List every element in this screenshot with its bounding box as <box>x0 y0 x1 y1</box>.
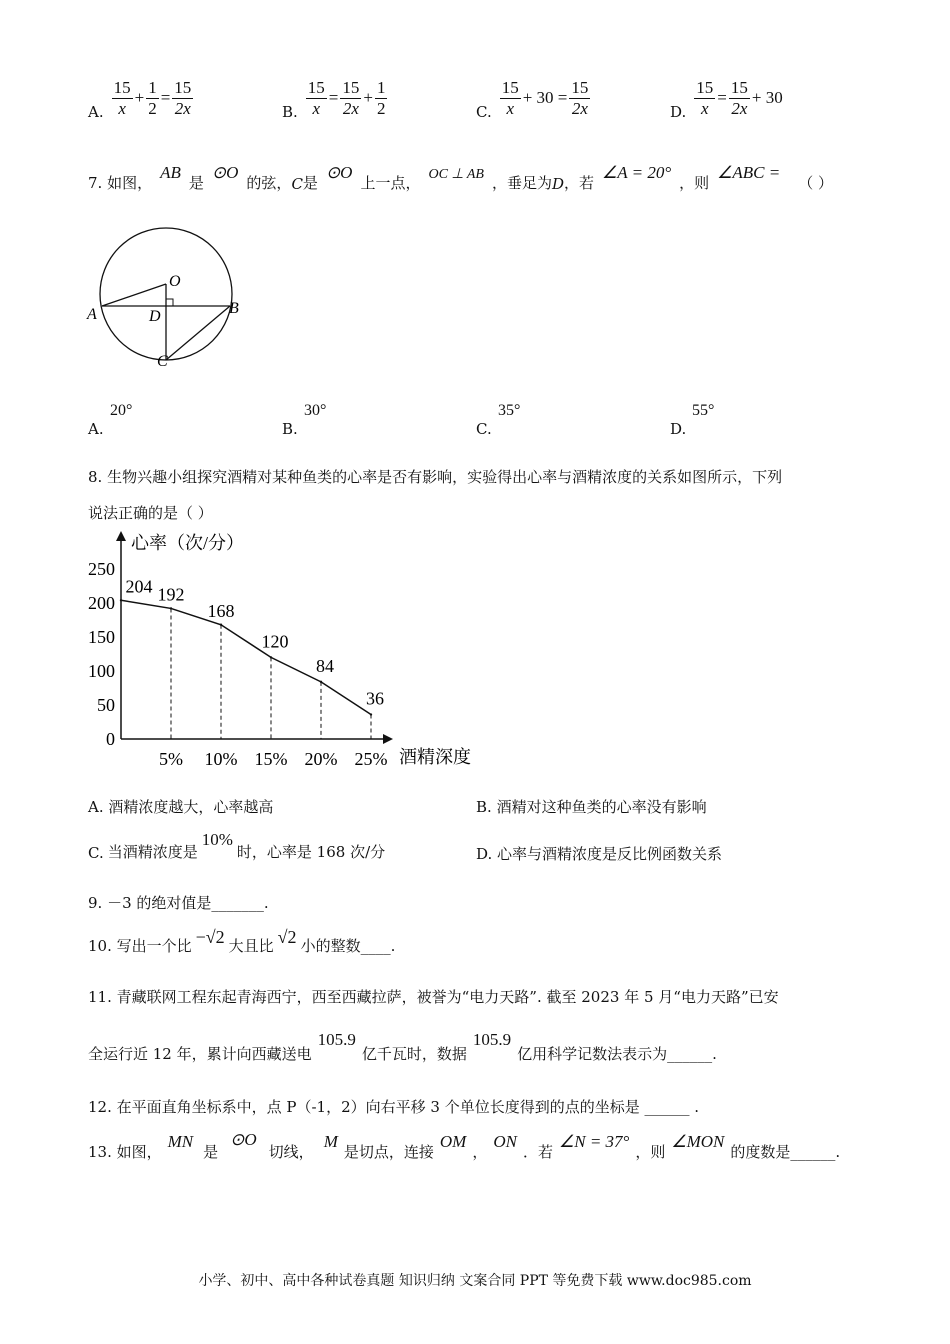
q11-line1: 11. 青藏联网工程东起青海西宁，西至西藏拉萨，被誉为“电力天路”. 截至 2023 年 5 月“电力天路”已安 <box>88 988 779 1006</box>
data-label: 204 <box>125 576 153 597</box>
q6-option-d <box>670 75 783 121</box>
y-tick-label: 100 <box>88 661 115 681</box>
math-angle-abc: ∠ABC = <box>717 163 781 182</box>
q7-number: 7. 如图， <box>88 174 153 192</box>
option-label: A. <box>88 420 104 438</box>
label-a: A <box>87 306 97 323</box>
option-label: D. <box>670 103 687 121</box>
segment-oa <box>102 284 166 306</box>
q6-option-b <box>282 75 389 121</box>
math-m: M <box>323 1132 338 1151</box>
data-point <box>320 681 322 683</box>
q8-option-d <box>476 843 722 864</box>
label-c: C <box>157 353 168 370</box>
math-sqrt2: √2 <box>277 927 297 947</box>
option-label: D. <box>476 845 493 863</box>
stem-text: ， <box>472 1143 488 1161</box>
denominator: 2x <box>731 98 748 118</box>
numerator: 15 <box>696 77 714 97</box>
operator: + <box>363 88 373 107</box>
math-angle-a: ∠A = 20° <box>602 163 672 182</box>
q13-text <box>88 1126 840 1162</box>
math-angle-n: ∠N = 37° <box>558 1132 630 1151</box>
math-angle-mon: ∠MON <box>671 1132 725 1151</box>
option-label: D. <box>670 420 687 438</box>
label-b: B <box>229 300 239 317</box>
denominator: x <box>700 98 709 118</box>
stem-text: 上一点， <box>360 174 421 192</box>
q9-text: 9. －3 的绝对值是_______. <box>88 894 269 912</box>
q10-text <box>88 922 395 956</box>
stem-text: 切线， <box>268 1143 314 1161</box>
stem-text: 是切点，连接 <box>343 1143 434 1161</box>
option-value: 30° <box>304 402 327 419</box>
option-label: C. <box>476 420 492 438</box>
answer-bracket: （ ） <box>798 174 834 192</box>
option-text: 酒精浓度越大，心率越高 <box>108 798 274 816</box>
option-value: 55° <box>692 402 715 419</box>
stem-text: ，则 <box>679 174 710 192</box>
operator: + 30 <box>751 88 783 107</box>
stem-text: 13. 如图， <box>88 1143 162 1161</box>
numerator: 15 <box>113 77 131 97</box>
option-label: A. <box>88 103 104 121</box>
y-axis-arrow <box>116 531 126 541</box>
numerator: 15 <box>174 77 192 97</box>
option-text: 酒精对这种鱼类的心率没有影响 <box>496 798 707 816</box>
stem-text: D <box>552 175 565 193</box>
stem-text: 10. 写出一个比 <box>88 937 192 955</box>
math-value: 105.9 <box>317 1030 356 1049</box>
numerator: 15 <box>307 77 325 97</box>
q8-option-b <box>476 796 707 817</box>
option-label: C. <box>88 844 104 862</box>
denominator: 2 <box>148 98 157 118</box>
stem-text: 大且比 <box>228 937 274 955</box>
y-tick-label: 50 <box>97 695 115 715</box>
numerator: 1 <box>148 77 157 97</box>
denominator: 2x <box>174 98 191 118</box>
x-axis-arrow <box>383 734 393 744</box>
stem-text: ，若 <box>564 174 595 192</box>
numerator: 15 <box>501 77 519 97</box>
stem-text: 亿千瓦时，数据 <box>361 1045 467 1063</box>
stem-text: 小的整数____. <box>300 937 396 955</box>
y-tick-label: 0 <box>106 729 115 749</box>
math-on: ON <box>493 1132 517 1151</box>
math-ab: AB <box>160 163 181 182</box>
numerator: 15 <box>730 77 748 97</box>
math-ten-percent: 10% <box>201 830 233 849</box>
data-label: 168 <box>207 600 235 621</box>
math-value: 105.9 <box>472 1030 512 1049</box>
math-om: OM <box>439 1132 467 1151</box>
math-circle-o: ⊙O <box>211 163 239 182</box>
data-point <box>370 713 372 715</box>
q8-option-c <box>88 828 385 862</box>
math-neg-sqrt2: −√2 <box>195 927 225 947</box>
x-tick-label: 15% <box>254 749 288 769</box>
denominator: x <box>506 98 514 118</box>
math-circle-o: ⊙O <box>325 163 353 182</box>
option-value: 35° <box>498 402 521 419</box>
q8-stem-line2: 说法正确的是（ ） <box>88 504 213 522</box>
y-tick-label: 200 <box>88 593 115 613</box>
data-point <box>270 656 272 658</box>
label-o: O <box>169 273 181 290</box>
data-label: 36 <box>366 688 384 709</box>
operator: + 30 = <box>522 88 568 107</box>
option-label: A. <box>88 798 104 816</box>
denominator: 2 <box>376 98 386 118</box>
data-label: 84 <box>316 655 334 676</box>
option-text: 时，心率是 168 次/分 <box>236 843 386 861</box>
math-circle-o: ⊙O <box>230 1130 257 1149</box>
q12-text: 12. 在平面直角坐标系中，点 P（-1，2）向右平移 3 个单位长度得到的点的坐标是 ______ . <box>88 1098 700 1116</box>
right-angle-mark <box>166 299 173 306</box>
q6-option-a <box>88 75 195 121</box>
stem-text: 是 <box>188 174 204 192</box>
stem-text: 的弦， <box>246 174 292 192</box>
denominator: 2x <box>342 98 359 118</box>
numerator: 15 <box>342 77 360 97</box>
option-label: B. <box>282 420 298 438</box>
q7-circle-figure <box>85 210 245 375</box>
numerator: 15 <box>571 77 589 97</box>
numerator: 1 <box>376 77 386 97</box>
stem-text: C <box>291 175 303 193</box>
data-point <box>220 624 222 626</box>
label-d: D <box>149 308 161 325</box>
stem-text: ，垂足为 <box>491 174 552 192</box>
stem-text: 是 <box>302 174 318 192</box>
stem-text: 的度数是______. <box>730 1143 841 1161</box>
heart-rate-chart <box>85 525 495 775</box>
q8-option-a <box>88 796 273 817</box>
option-label: C. <box>476 103 492 121</box>
option-text: 当酒精浓度是 <box>107 843 198 861</box>
q7-stem <box>88 163 833 193</box>
denominator: 2x <box>571 98 588 118</box>
operator: = <box>717 88 727 107</box>
q11-line2 <box>88 1030 717 1064</box>
operator: + <box>134 88 145 107</box>
q8-stem-line1: 8. 生物兴趣小组探究酒精对某种鱼类的心率是否有影响，实验得出心率与酒精浓度的关系如图所示，下列 <box>88 468 783 486</box>
x-tick-label: 20% <box>304 749 338 769</box>
x-tick-label: 25% <box>354 749 388 769</box>
stem-text: ，则 <box>635 1143 666 1161</box>
operator: = <box>328 88 339 107</box>
stem-text: 是 <box>203 1143 219 1161</box>
math-mn: MN <box>167 1132 194 1151</box>
stem-text: ．若 <box>522 1143 553 1161</box>
data-point <box>170 607 172 609</box>
x-tick-label: 5% <box>159 749 183 769</box>
y-tick-label: 150 <box>88 627 115 647</box>
q6-option-c <box>476 75 592 121</box>
denominator: x <box>118 98 126 118</box>
x-tick-label: 10% <box>204 749 238 769</box>
stem-text: 亿用科学记数法表示为______. <box>517 1045 717 1063</box>
y-tick-label: 250 <box>88 559 115 579</box>
y-axis-title: 心率（次/分） <box>131 533 245 553</box>
option-value: 20° <box>110 402 133 419</box>
data-label: 120 <box>261 631 289 652</box>
data-point <box>120 599 122 601</box>
option-label: B. <box>476 798 492 816</box>
option-label: B. <box>282 103 298 121</box>
denominator: x <box>312 98 321 118</box>
data-label: 192 <box>157 584 185 605</box>
footer-text: 小学、初中、高中各种试卷真题 知识归纳 文案合同 PPT 等免费下载 www.doc985.com <box>198 1273 752 1289</box>
x-axis-title: 酒精深度 <box>399 747 471 767</box>
option-text: 心率与酒精浓度是反比例函数关系 <box>497 845 723 863</box>
math-perpendicular: OC ⊥ AB <box>428 167 484 182</box>
operator: = <box>160 88 171 107</box>
stem-text: 全运行近 12 年，累计向西藏送电 <box>88 1045 312 1063</box>
